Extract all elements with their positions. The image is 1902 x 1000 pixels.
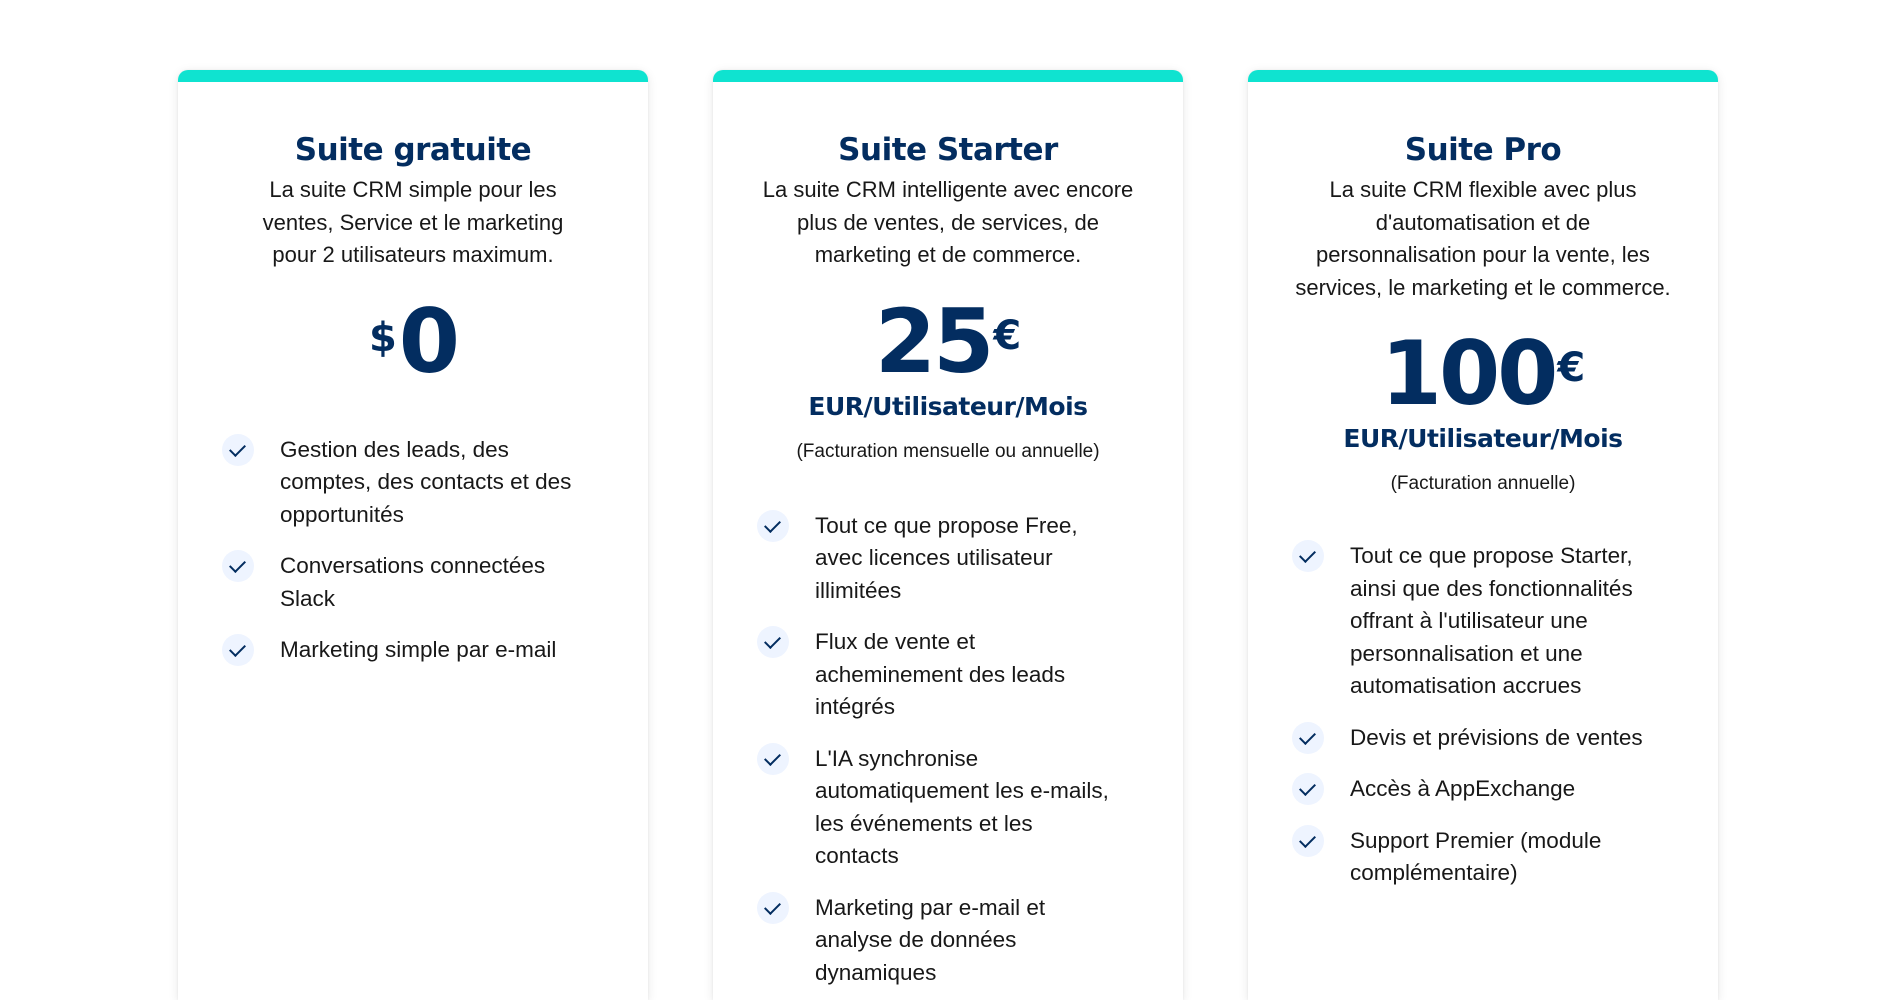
feature-item [222, 434, 590, 532]
check-icon [757, 892, 789, 924]
feature-text: L'IA synchronise automatiquement les e-mails, les événements et les contacts [815, 745, 1109, 868]
plan-title: Suite gratuite [294, 132, 532, 168]
check-icon [222, 434, 254, 466]
check-icon [757, 510, 789, 542]
feature-text: Devis et prévisions de ventes [1350, 724, 1643, 750]
plan-card-pro [1248, 70, 1718, 1000]
feature-text: Marketing simple par e-mail [280, 637, 557, 662]
price-amount: 0 [398, 289, 458, 393]
price-currency-symbol: € [1557, 345, 1586, 391]
card-accent-bar [1248, 70, 1718, 82]
feature-text: Tout ce que propose Free, avec licences utilisateur illimitées [815, 512, 1078, 603]
feature-item [222, 550, 590, 615]
feature-list [222, 434, 604, 667]
plan-price [1380, 322, 1586, 425]
card-accent-bar [713, 70, 1183, 82]
feature-item [757, 892, 1120, 990]
feature-text: Flux de vente et acheminement des leads intégrés [815, 629, 1066, 719]
feature-item [1292, 825, 1665, 890]
plan-description: La suite CRM simple pour les ventes, Service et le marketing pour 2 utilisateurs maximum. [262, 177, 564, 267]
check-icon [1292, 773, 1324, 805]
feature-item [1292, 540, 1665, 703]
billing-note: (Facturation annuelle) [1390, 473, 1576, 494]
plan-price [368, 289, 458, 393]
plan-title: Suite Pro [1404, 132, 1562, 168]
card-accent-bar [178, 70, 648, 82]
price-currency-symbol: € [993, 312, 1022, 359]
price-currency-symbol: $ [368, 314, 397, 361]
feature-item [1292, 773, 1665, 806]
feature-text: Conversations connectées Slack [280, 553, 546, 611]
feature-text: Gestion des leads, des comptes, des contacts et des opportunités [280, 436, 572, 527]
feature-item [757, 626, 1120, 724]
feature-list [1292, 540, 1674, 890]
feature-text: Accès à AppExchange [1350, 776, 1576, 801]
plan-card-free [178, 70, 648, 1000]
feature-text: Tout ce que propose Starter, ainsi que des fonctionnalités offrant à l'utilisateur une personnalisation et une automatisation accrues [1350, 543, 1633, 698]
check-icon [222, 550, 254, 582]
price-amount: 100 [1380, 322, 1556, 425]
check-icon [757, 626, 789, 658]
feature-item [1292, 722, 1665, 755]
feature-item [757, 743, 1120, 873]
check-icon [1292, 540, 1324, 572]
check-icon [222, 634, 254, 666]
price-unit: EUR/Utilisateur/Mois [808, 391, 1088, 421]
price-amount: 25 [874, 289, 992, 393]
plan-price [874, 289, 1022, 393]
check-icon [757, 743, 789, 775]
plan-description: La suite CRM intelligente avec encore plus de ventes, de services, de marketing et de commerce. [762, 177, 1134, 267]
plan-card-starter [713, 70, 1183, 1000]
check-icon [1292, 722, 1324, 754]
check-icon [1292, 825, 1324, 857]
feature-item [757, 510, 1120, 608]
feature-list [757, 510, 1139, 990]
feature-item [222, 634, 590, 667]
plan-title: Suite Starter [838, 132, 1058, 168]
price-unit: EUR/Utilisateur/Mois [1343, 424, 1623, 453]
feature-text: Marketing par e-mail et analyse de données dynamiques [815, 894, 1046, 985]
plan-description: La suite CRM flexible avec plus d'automatisation et de personnalisation pour la vente, les services, le marketing et le commerce. [1295, 177, 1671, 300]
billing-note: (Facturation mensuelle ou annuelle) [796, 440, 1100, 462]
feature-text: Support Premier (module complémentaire) [1350, 827, 1602, 885]
